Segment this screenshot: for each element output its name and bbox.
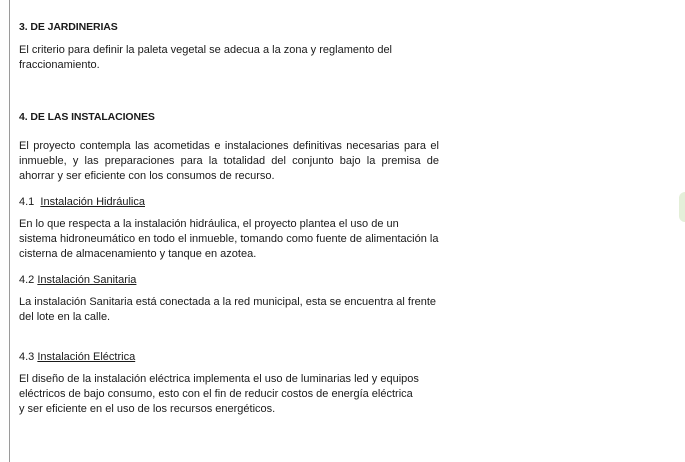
- subsection-electrica-heading: [19, 350, 439, 365]
- green-side-mark: [679, 192, 685, 222]
- page-left-border: [9, 0, 10, 462]
- paragraph-jardinerias: El criterio para definir la paleta vegetal se adecua a la zona y reglamento del fraccionamiento.: [19, 44, 393, 71]
- subsection-hidraulica-title: Instalación Hidráulica: [40, 196, 145, 208]
- subsection-electrica-number: 4.3: [19, 351, 35, 363]
- subsection-hidraulica-number: 4.1: [19, 196, 35, 208]
- paragraph-instalaciones: El proyecto contempla las acometidas e instalaciones definitivas necesarias para el inmueble, y las preparaciones para la totalidad del conjunto bajo la premisa de ahorrar y ser eficiente con los consumos de recurso.: [19, 140, 439, 182]
- paragraph-hidraulica: En lo que respecta a la instalación hidráulica, el proyecto plantea el uso de un sistema hidroneumático en todo el inmueble, tomando como fuente de alimentación la cisterna de almacenamiento y tanque en azotea.: [19, 218, 439, 260]
- heading-jardinerias: 3. DE JARDINERIAS: [19, 21, 118, 33]
- subsection-sanitaria-title: Instalación Sanitaria: [37, 274, 137, 286]
- subsection-electrica-title: Instalación Eléctrica: [37, 351, 136, 363]
- subsection-sanitaria-heading: [19, 273, 439, 288]
- subsection-hidraulica-heading: [19, 195, 439, 210]
- paragraph-electrica: El diseño de la instalación eléctrica implementa el uso de luminarias led y equipos eléctricos de bajo consumo, esto con el fin de reducir costos de energía eléctrica y ser eficiente en el uso de los recursos energéticos.: [19, 373, 419, 415]
- heading-instalaciones: 4. DE LAS INSTALACIONES: [19, 111, 155, 123]
- subsection-sanitaria-number: 4.2: [19, 274, 35, 286]
- document-body: [19, 20, 439, 417]
- paragraph-sanitaria: La instalación Sanitaria está conectada a la red municipal, esta se encuentra al frente del lote en la calle.: [19, 296, 437, 323]
